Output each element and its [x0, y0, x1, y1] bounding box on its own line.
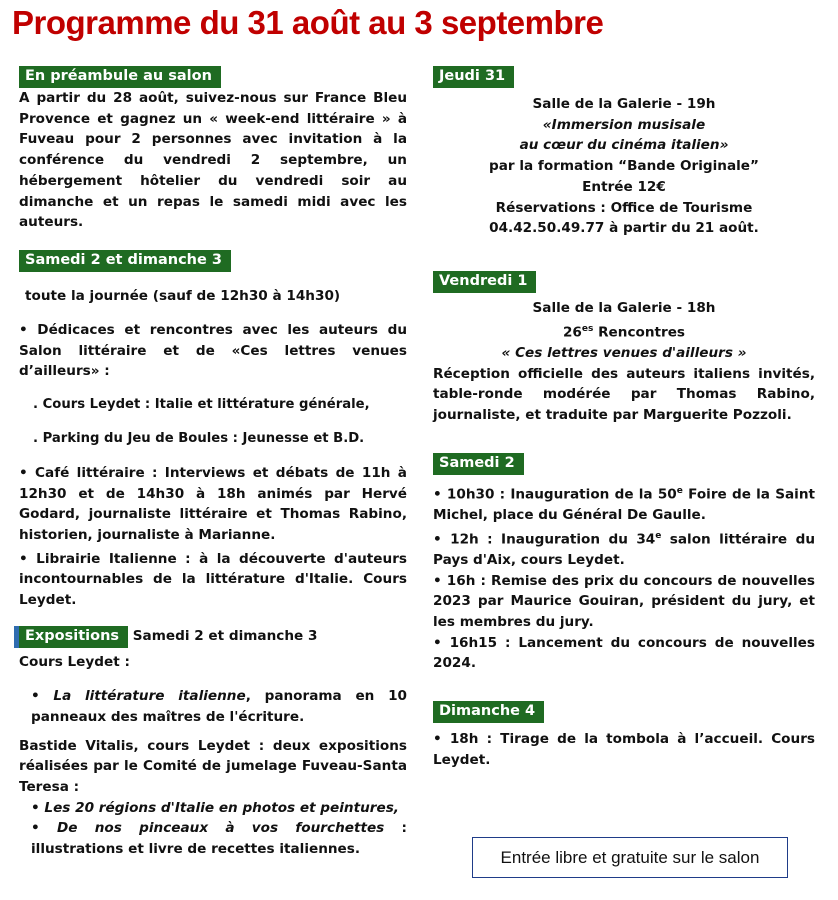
cours-leydet-label: Cours Leydet :	[19, 653, 130, 670]
jeudi-line-phone: 04.42.50.49.77 à partir du 21 août.	[489, 220, 759, 237]
preambule-text: A partir du 28 août, suivez-nous sur France Bleu Provence et gagnez un « week-end littéraire » à Fuveau pour 2 personnes avec invitation à la conférence du vendredi 2 septembre, un hébergement hôtelier du vendredi soir au dimanche et un repas le samedi midi avec les auteurs.	[19, 90, 407, 231]
expo-litterature: • La littérature italienne, panorama en 10 panneaux des maîtres de l'écriture.	[31, 688, 407, 725]
jeudi-line-salle: Salle de la Galerie - 19h	[532, 96, 716, 112]
section-header-samedi: Samedi 2	[433, 453, 524, 475]
jeudi-line-entree: Entrée 12€	[582, 178, 666, 195]
vendredi-reception: Réception officielle des auteurs italiens invités, table-ronde modérée par Thomas Rabino, journaliste, et traduite par Marguerite Pozzoli.	[433, 365, 815, 423]
section-header-expositions	[19, 626, 407, 648]
entree-libre-box: Entrée libre et gratuite sur le salon	[472, 837, 788, 878]
section-header-dimanche: Dimanche 4	[433, 701, 544, 723]
jeudi-line-title2: au cœur du cinéma italien»	[519, 137, 729, 154]
vendredi-salle: Salle de la Galerie - 18h	[532, 299, 716, 316]
expositions-label: Expositions	[19, 626, 128, 648]
section-header-jeudi: Jeudi 31	[433, 66, 514, 88]
hours-text: toute la journée (sauf de 12h30 à 14h30)	[25, 287, 341, 304]
samedi-item-remise-prix: • 16h : Remise des prix du concours de nouvelles 2023 par Maurice Gouiran, président du jury, et les membres du jury.	[433, 572, 815, 630]
expositions-dates: Samedi 2 et dimanche 3	[132, 627, 318, 644]
dimanche-text: • 18h : Tirage de la tombola à l’accueil. Cours Leydet.	[433, 731, 815, 768]
samedi-item-lancement: • 16h15 : Lancement du concours de nouvelles 2024.	[433, 634, 815, 672]
lieu-parking: . Parking du Jeu de Boules : Jeunesse et B.D.	[33, 431, 365, 446]
vendredi-rencontres: $26^{es}$ Rencontres	[562, 323, 686, 341]
samedi-item-inauguration-foire: • 10h30 : Inauguration de la 50e Foire de la Saint Michel, place du Général De Gaulle.	[433, 485, 816, 523]
right-column	[433, 66, 815, 770]
librairie-text: • Librairie Italienne : à la découverte d'auteurs incontournables de la littérature d'Italie. Cours Leydet.	[19, 550, 407, 609]
vendredi-lettres: « Ces lettres venues d'ailleurs »	[501, 344, 747, 361]
expo-pinceaux: • De nos pinceaux à vos fourchettes : illustrations et livre de recettes italiennes.	[31, 820, 407, 858]
jeudi-line-title1: «Immersion musisale	[542, 116, 706, 133]
page-title: Programme du 31 août au 3 septembre	[12, 4, 604, 41]
cafe-litteraire-text: • Café littéraire : Interviews et débats de 11h à 12h30 et de 14h30 à 18h animés par Hervé Godard, journaliste littéraire et Thomas Rabino, historien, journaliste à Marianne.	[19, 464, 407, 543]
jeudi-line-reservations: Réservations : Office de Tourisme	[495, 199, 753, 216]
samedi-item-inauguration-salon: • 12h : Inauguration du 34e salon littéraire du Pays d'Aix, cours Leydet.	[433, 530, 815, 568]
expo-regions: • Les 20 régions d'Italie en photos et peintures,	[31, 799, 399, 816]
section-header-preambule: En préambule au salon	[19, 66, 221, 88]
bastide-text: Bastide Vitalis, cours Leydet : deux expositions réalisées par le Comité de jumelage Fuveau-Santa Teresa :	[19, 737, 407, 795]
left-column	[19, 66, 407, 860]
jeudi-line-formation: par la formation “Bande Originale”	[489, 158, 759, 175]
header-accent-bar	[14, 626, 19, 648]
dedicaces-text: • Dédicaces et rencontres avec les auteurs du Salon littéraire et de «Ces lettres venues d’ailleurs» :	[19, 321, 407, 380]
lieu-cours-leydet: . Cours Leydet : Italie et littérature générale,	[33, 397, 370, 413]
section-header-vendredi: Vendredi 1	[433, 271, 536, 293]
section-header-samedi-dimanche: Samedi 2 et dimanche 3	[19, 250, 231, 272]
